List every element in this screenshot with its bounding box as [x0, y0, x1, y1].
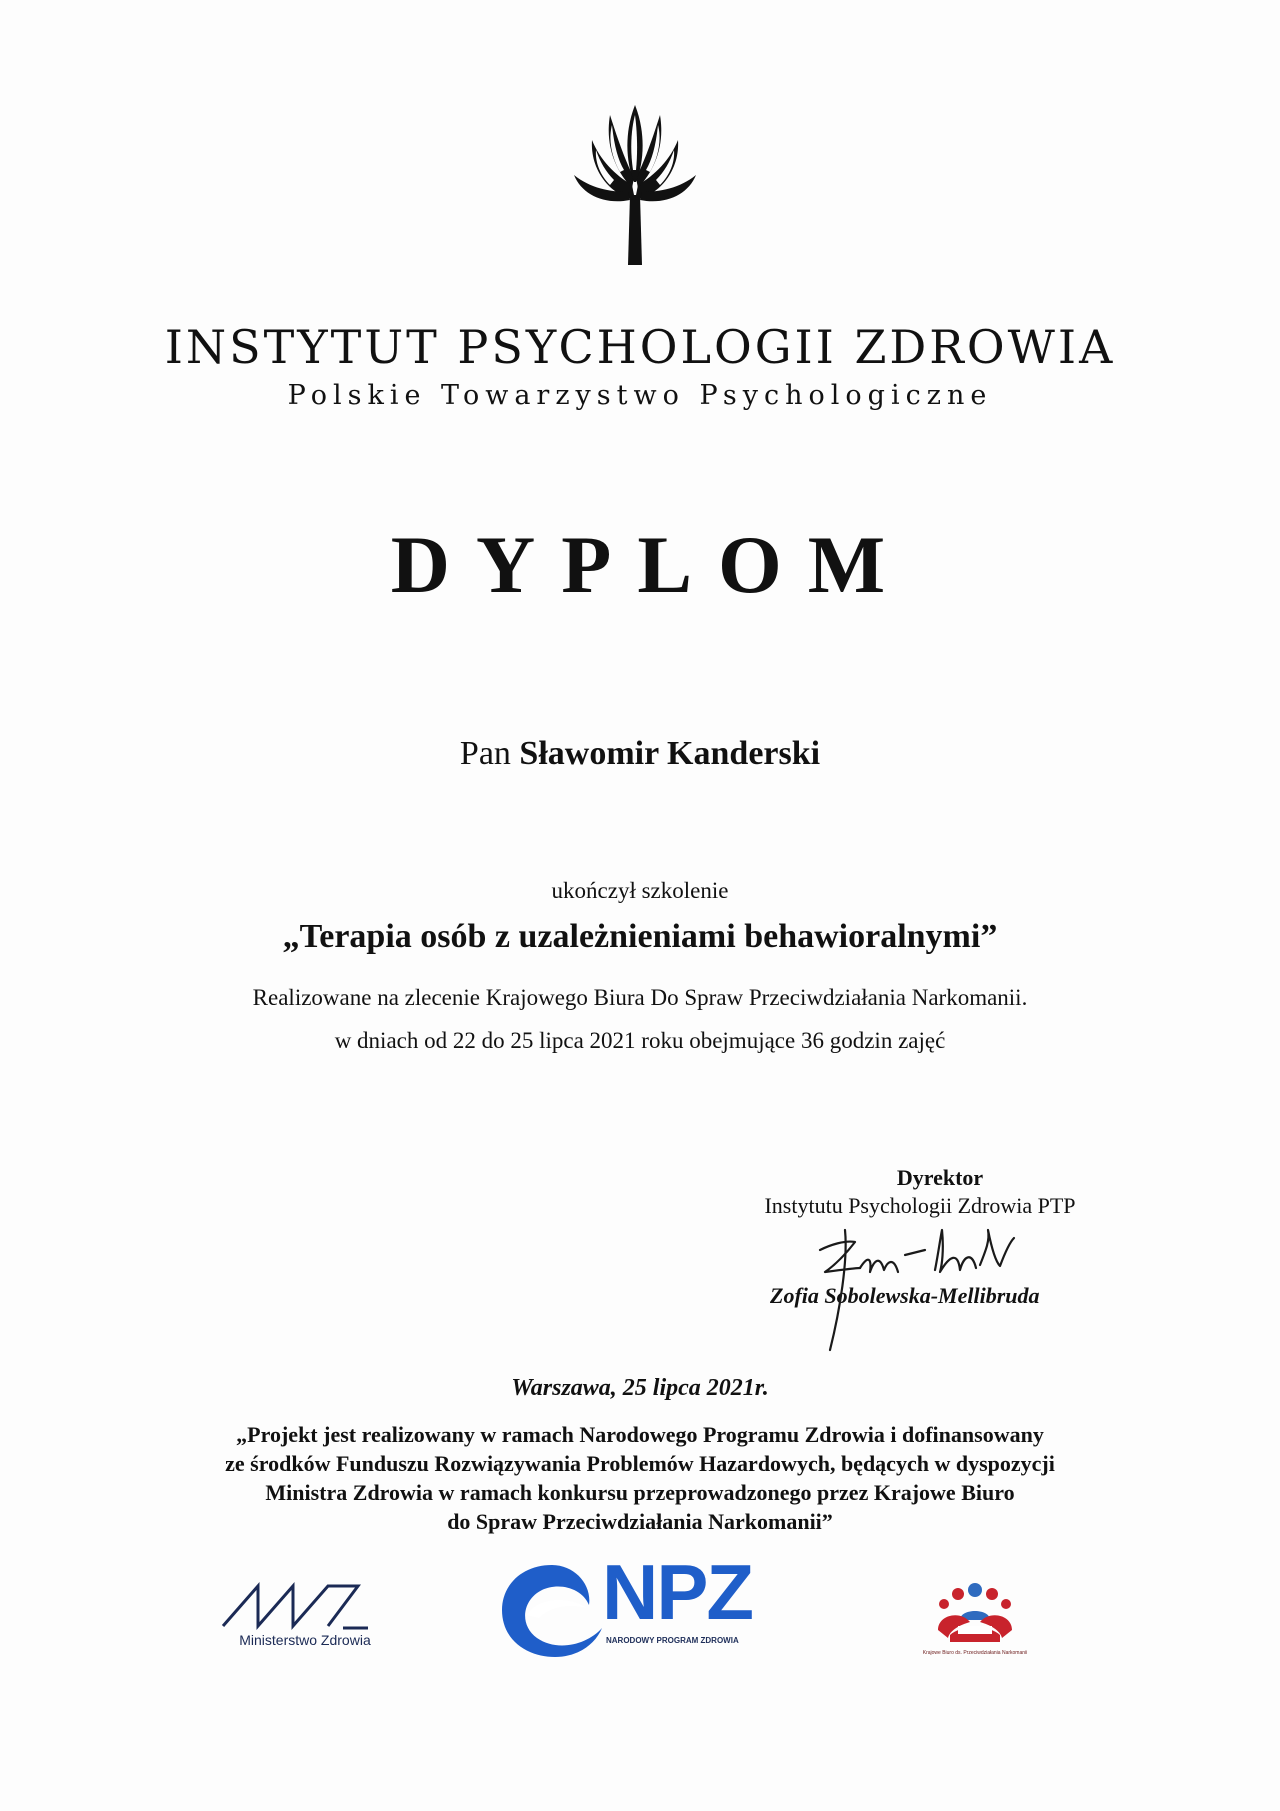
kbpn-logo-label: Krajowe Biuro ds. Przeciwdziałania Narkomanii — [922, 1650, 1028, 1656]
npz-logo-subtitle: NARODOWY PROGRAM ZDROWIA — [606, 1636, 739, 1645]
project-note-line-2: ze środków Funduszu Rozwiązywania Problemów Hazardowych, będących w dyspozycji — [225, 1451, 1055, 1476]
signatory-name: Zofia Sobolewska-Mellibruda — [770, 1283, 1040, 1308]
project-note-line-4: do Spraw Przeciwdziałania Narkomanii” — [447, 1509, 833, 1534]
handwritten-signature — [800, 1210, 1100, 1360]
project-note — [0, 1420, 1280, 1536]
institute-name: INSTYTUT PSYCHOLOGII ZDROWIA — [164, 320, 1116, 374]
kbpn-logo-icon — [930, 1580, 1020, 1648]
institute-subtitle: Polskie Towarzystwo Psychologiczne — [287, 380, 993, 411]
completed-text: ukończył szkolenie — [551, 878, 729, 903]
project-note-line-3: Ministra Zdrowia w ramach konkursu przeprowadzonego przez Krajowe Biuro — [265, 1480, 1015, 1505]
diploma-title: DYPLOM — [390, 519, 912, 610]
npz-swirl-icon — [497, 1560, 607, 1660]
description-line-1: Realizowane na zlecenie Krajowego Biura Do Spraw Przeciwdziałania Narkomanii. — [252, 985, 1028, 1010]
tree-logo-icon — [570, 100, 700, 270]
recipient-line — [0, 735, 1280, 773]
recipient-name: Sławomir Kanderski — [519, 735, 821, 772]
place-and-date: Warszawa, 25 lipca 2021r. — [511, 1375, 769, 1401]
signatory-institution: Instytutu Psychologii Zdrowia PTP — [764, 1193, 1076, 1218]
npz-logo-text: NPZ — [602, 1548, 752, 1636]
description-line-2: w dniach od 22 do 25 lipca 2021 roku obejmujące 36 godzin zajęć — [334, 1028, 946, 1053]
recipient-prefix: Pan — [459, 735, 511, 772]
course-title: „Terapia osób z uzależnieniami behawioralnymi” — [282, 918, 998, 955]
ministry-of-health-label: Ministerstwo Zdrowia — [239, 1632, 371, 1648]
project-note-line-1: „Projekt jest realizowany w ramach Narodowego Programu Zdrowia i dofinansowany — [236, 1422, 1044, 1447]
signatory-title: Dyrektor — [896, 1165, 984, 1190]
